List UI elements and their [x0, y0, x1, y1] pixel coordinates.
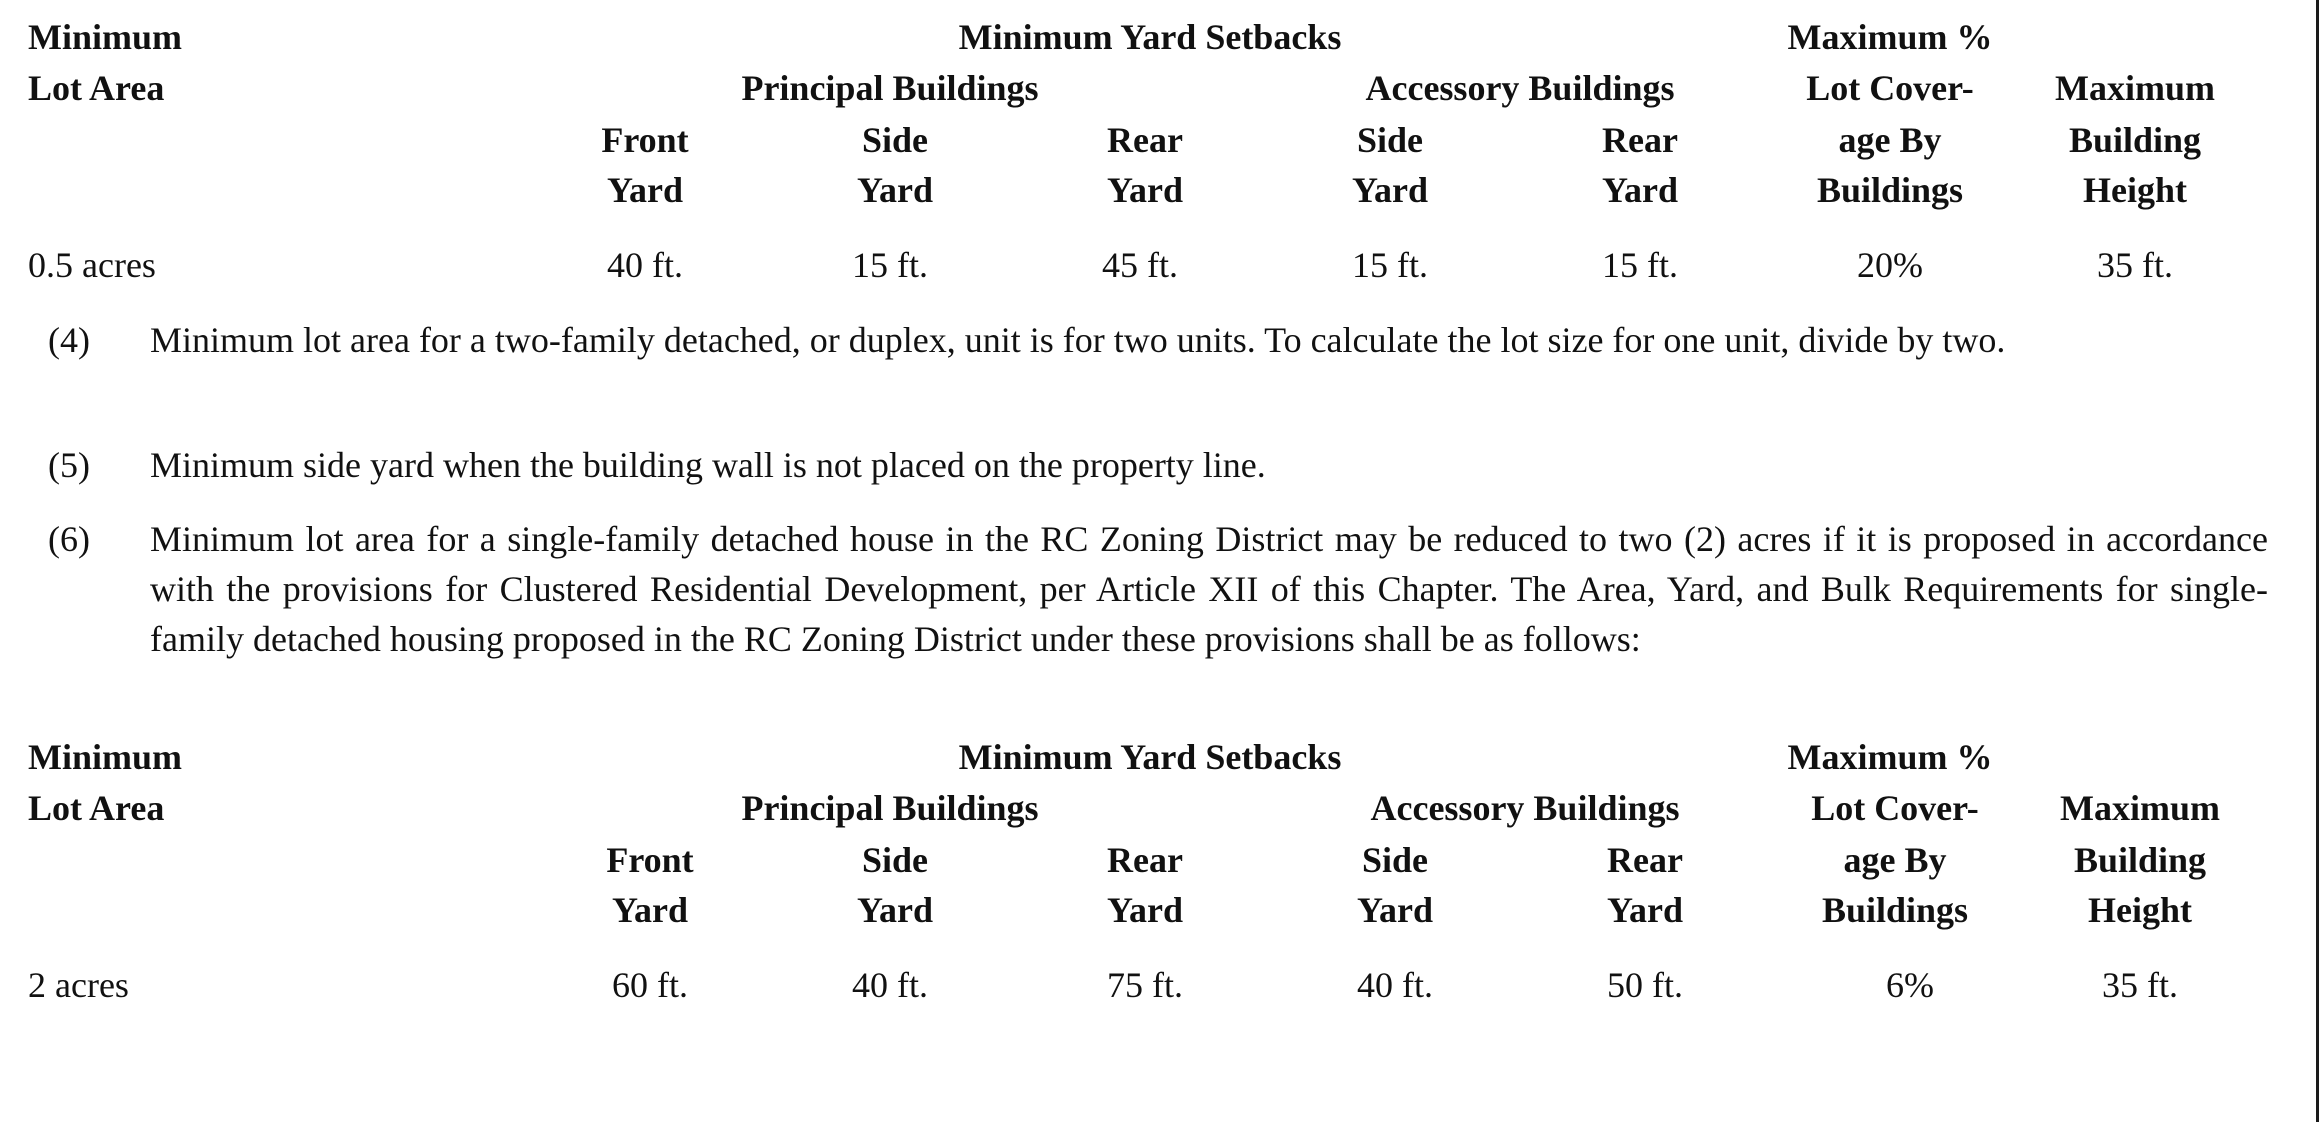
- header-side: Side: [861, 120, 929, 160]
- cell-side-yard: 40 ft.: [852, 965, 928, 1005]
- header-buildings: Buildings: [1816, 170, 1964, 210]
- header-accessory-side-yard: Yard: [1351, 170, 1428, 210]
- header-accessory-buildings: Accessory Buildings: [1365, 68, 1675, 108]
- cell-lot-area: 0.5 acres: [28, 245, 156, 285]
- cell-rear-yard: 75 ft.: [1107, 965, 1183, 1005]
- note-6: [48, 514, 2268, 714]
- cell-accessory-side-yard: 40 ft.: [1357, 965, 1433, 1005]
- cell-building-height: 35 ft.: [2097, 245, 2173, 285]
- cell-lot-coverage: 20%: [1857, 245, 1923, 285]
- cell-rear-yard: 45 ft.: [1102, 245, 1178, 285]
- header-lot-cover: Lot Cover-: [1806, 68, 1974, 108]
- header-rear-yard: Yard: [1106, 890, 1183, 930]
- note-4: [48, 315, 2268, 415]
- header-height: Height: [2088, 890, 2192, 930]
- header-building: Building: [2068, 120, 2202, 160]
- header-age-by: age By: [1843, 840, 1947, 880]
- header-building: Building: [2073, 840, 2207, 880]
- header-minimum-yard-setbacks: Minimum Yard Setbacks: [958, 737, 1342, 777]
- cell-accessory-rear-yard: 15 ft.: [1602, 245, 1678, 285]
- header-accessory-rear: Rear: [1607, 840, 1683, 880]
- header-rear: Rear: [1107, 120, 1183, 160]
- header-accessory-side-yard: Yard: [1356, 890, 1433, 930]
- header-accessory-rear-yard: Yard: [1606, 890, 1683, 930]
- header-lot-area: Lot Area: [28, 788, 165, 828]
- header-accessory-buildings: Accessory Buildings: [1370, 788, 1680, 828]
- header-side-yard: Yard: [856, 170, 933, 210]
- header-maximum-percent: Maximum %: [1787, 737, 1993, 777]
- cell-accessory-rear-yard: 50 ft.: [1607, 965, 1683, 1005]
- header-principal-buildings: Principal Buildings: [741, 68, 1039, 108]
- cell-lot-area: 2 acres: [28, 965, 129, 1005]
- cell-front-yard: 40 ft.: [607, 245, 683, 285]
- note-number: (6): [48, 519, 90, 559]
- header-accessory-side: Side: [1361, 840, 1429, 880]
- header-side-yard: Yard: [856, 890, 933, 930]
- cell-building-height: 35 ft.: [2102, 965, 2178, 1005]
- cell-front-yard: 60 ft.: [612, 965, 688, 1005]
- header-accessory-rear: Rear: [1602, 120, 1678, 160]
- header-age-by: age By: [1838, 120, 1942, 160]
- header-principal-buildings: Principal Buildings: [741, 788, 1039, 828]
- header-rear: Rear: [1107, 840, 1183, 880]
- header-accessory-side: Side: [1356, 120, 1424, 160]
- cell-side-yard: 15 ft.: [852, 245, 928, 285]
- cell-accessory-side-yard: 15 ft.: [1352, 245, 1428, 285]
- note-number: (4): [48, 320, 90, 360]
- header-side: Side: [861, 840, 929, 880]
- header-minimum-yard-setbacks: Minimum Yard Setbacks: [958, 17, 1342, 57]
- header-front-yard: Yard: [606, 170, 683, 210]
- header-front-yard: Yard: [611, 890, 688, 930]
- header-maximum: Maximum: [2060, 788, 2220, 828]
- note-text: Minimum lot area for a single-family detached house in the RC Zoning District may be reduced to two (2) acres if it is proposed in accordance with the provisions for Clustered Residential Development, per Article XII of this Chapter. The Area, Yard, and Bulk Requirements for single-family detached housing proposed in the RC Zoning District under these provisions shall be as follows:: [150, 519, 2268, 659]
- header-rear-yard: Yard: [1106, 170, 1183, 210]
- note-text: Minimum side yard when the building wall is not placed on the property line.: [150, 445, 1266, 485]
- page-edge-rule: [2316, 0, 2319, 1122]
- header-height: Height: [2083, 170, 2187, 210]
- header-lot-cover: Lot Cover-: [1811, 788, 1979, 828]
- header-minimum: Minimum: [28, 17, 183, 57]
- header-maximum: Maximum: [2055, 68, 2215, 108]
- header-lot-area: Lot Area: [28, 68, 165, 108]
- note-5: [48, 440, 2268, 490]
- header-maximum-percent: Maximum %: [1787, 17, 1993, 57]
- header-front: Front: [601, 120, 689, 160]
- header-minimum: Minimum: [28, 737, 183, 777]
- header-accessory-rear-yard: Yard: [1601, 170, 1678, 210]
- cell-lot-coverage: 6%: [1886, 965, 1934, 1005]
- note-text: Minimum lot area for a two-family detached, or duplex, unit is for two units. To calculate the lot size for one unit, divide by two.: [150, 320, 2006, 360]
- header-front: Front: [606, 840, 694, 880]
- note-number: (5): [48, 445, 90, 485]
- header-buildings: Buildings: [1821, 890, 1969, 930]
